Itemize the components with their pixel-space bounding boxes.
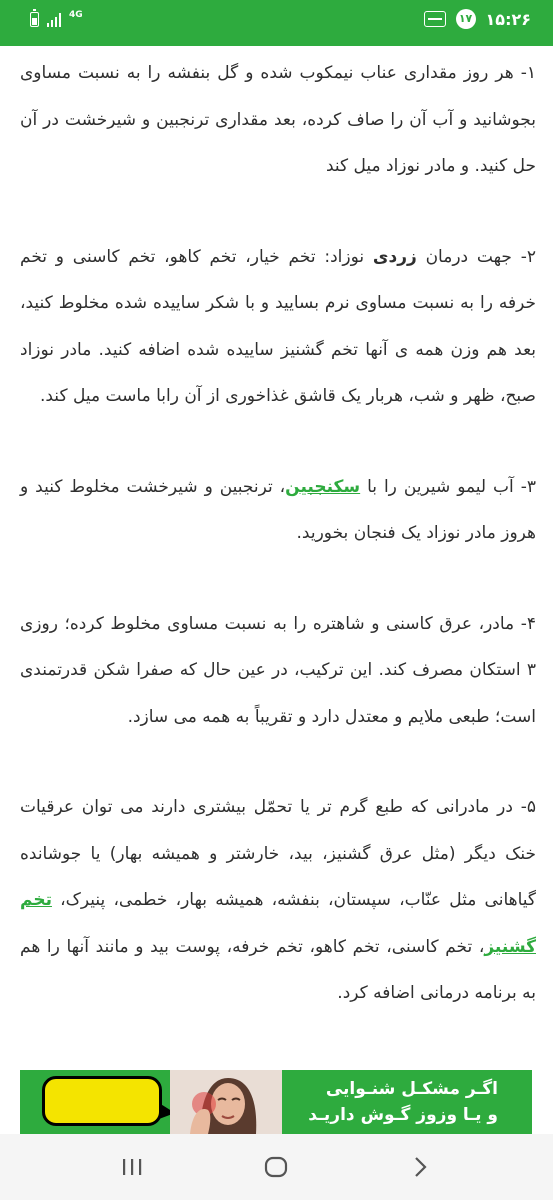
- signal-icon: [47, 13, 61, 27]
- paragraph-3: [20, 464, 536, 557]
- paragraph-text: آب لیمو شیرین را با: [367, 476, 514, 497]
- banner-text: [308, 1076, 498, 1128]
- paragraph-text: هر روز مقداری عناب نیمکوب شده و گل بنفشه را به نسبت مساوی بجوشانید و آب آن را صاف کرده، بعد مقداری ترنجبین و شیرخشت در آن حل کنید. و مادر نوزاد میل کند: [20, 63, 536, 176]
- ad-banner[interactable]: [20, 1070, 532, 1134]
- banner-line-1: اگـر مشکـل شنـوایی: [325, 1079, 498, 1099]
- paragraph-text: ، تخم کاسنی، تخم کاهو، تخم خرفه، پوست بید و مانند آنها را هم به برنامه درمانی اضافه کرد.: [20, 936, 536, 1003]
- link-sekanjabin[interactable]: سکنجبین: [285, 476, 361, 497]
- recent-apps-button[interactable]: [112, 1152, 152, 1182]
- paragraph-number: ۲-: [520, 246, 536, 267]
- paragraph-text: مادر، عرق کاسنی و شاهتره را به نسبت مساوی مخلوط کرده؛ روزی ۳ استکان مصرف کند. این ترکیب، در عین حال که صفرا شکن قدرتمندی است؛ طبعی ملایم و معتدل دارد و تقریباً به همه می سازد.: [20, 613, 536, 727]
- gallery-app-icon: [424, 11, 446, 27]
- banner-line-2: و یـا وزوز گـوش داریـد: [308, 1105, 498, 1125]
- clock: ۱۵:۲۶: [485, 9, 531, 29]
- paragraph-text: ، ترنجبین و شیرخشت مخلوط کنید و هروز مادر نوزاد یک فنجان بخورید.: [20, 476, 536, 543]
- notification-badge: ۱۷: [456, 9, 476, 29]
- status-bar: [0, 0, 553, 40]
- paragraph-5: [20, 784, 536, 1017]
- paragraph-number: ۱-: [520, 63, 537, 83]
- paragraph-number: ۴-: [520, 613, 536, 634]
- paragraph-number: ۳-: [520, 476, 537, 497]
- article-body: [20, 50, 536, 1017]
- paragraph-1: [20, 50, 536, 190]
- speech-bubble-icon: [42, 1076, 162, 1126]
- person-ear-pain-icon: [170, 1070, 282, 1134]
- home-icon: [264, 1156, 288, 1178]
- recent-apps-icon: [121, 1158, 143, 1176]
- home-button[interactable]: [256, 1152, 296, 1182]
- back-icon: [412, 1156, 428, 1178]
- back-button[interactable]: [400, 1152, 440, 1182]
- link-coriander-seed[interactable]: تخم گشنیز: [20, 890, 536, 957]
- status-left: [30, 12, 83, 27]
- paragraph-4: [20, 601, 536, 741]
- paragraph-text: جهت درمان: [425, 246, 512, 267]
- paragraph-2: [20, 234, 536, 420]
- accent-strip: [0, 40, 553, 46]
- battery-icon: [30, 12, 39, 27]
- navigation-bar: [0, 1134, 553, 1200]
- paragraph-text: در مادرانی که طبع گرم تر یا تحمّل بیشتری دارند می توان عرقیات خنک دیگر (مثل عرق گشنیز، بید، خارشتر و همیشه بهار) یا جوشانده گیاهانی مثل عنّاب، سپستان، بنفشه، همیشه بهار، خطمی، پنیرک،: [20, 797, 536, 910]
- network-type: 4G: [69, 10, 83, 20]
- paragraph-number: ۵-: [520, 797, 536, 817]
- status-right: [424, 9, 531, 29]
- bold-term: زردی: [372, 246, 417, 267]
- paragraph-text: نوزاد: تخم خیار، تخم کاهو، تخم کاسنی و تخم خرفه را به نسبت مساوی نرم بسایید و با شکر ساییده شده مخلوط کنید، بعد هم وزن همه ی آنها تخم گشنیز ساییده شده اضافه کنید. مادر نوزاد صبح، ظهر و شب، هربار یک قاشق غذاخوری از آن رابا ماست میل کند.: [20, 246, 536, 406]
